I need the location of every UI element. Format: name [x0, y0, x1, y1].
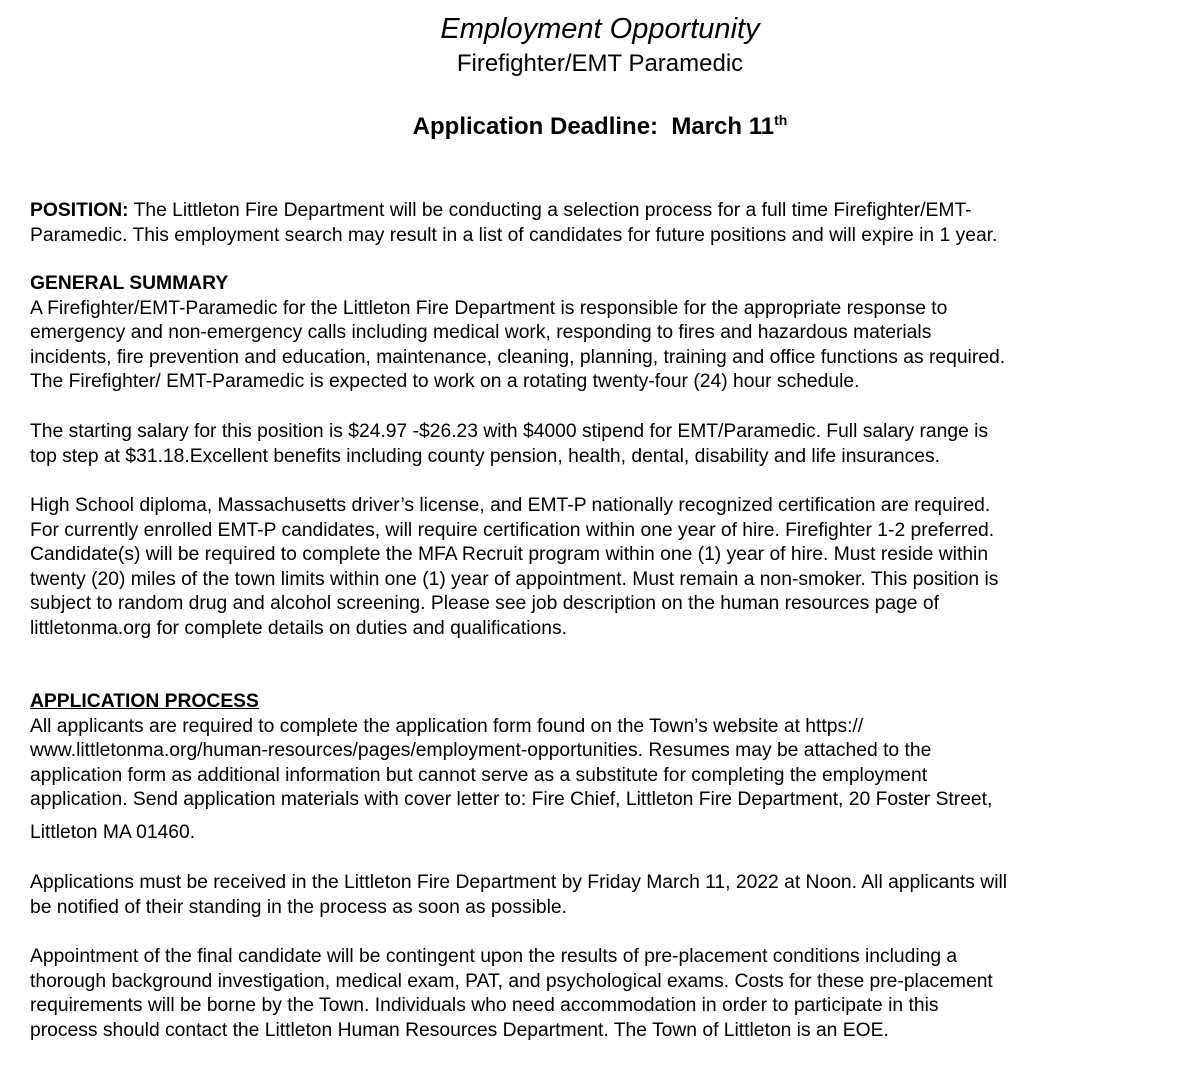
document-subtitle: Firefighter/EMT Paramedic [456, 50, 744, 77]
position-section [30, 199, 1180, 248]
general-summary-line: emergency and non-emergency calls including medical work, responding to fires and hazardous materials [30, 322, 932, 344]
general-summary-line: The Firefighter/ EMT-Paramedic is expected to work on a rotating twenty-four (24) hour schedule. [30, 371, 860, 393]
general-summary-heading: GENERAL SUMMARY [30, 273, 229, 294]
receipt-line: be notified of their standing in the process as soon as possible. [30, 896, 567, 918]
requirements-line: twenty (20) miles of the town limits within one (1) year of appointment. Must remain a non-smoker. This position is [30, 568, 999, 590]
requirements-line: High School diploma, Massachusetts driver’s license, and EMT-P nationally recognized certification are required. [30, 495, 991, 516]
salary-section [30, 420, 1180, 469]
general-summary-line: incidents, fire prevention and education, maintenance, cleaning, planning, training and office functions as required. [30, 346, 1006, 368]
salary-line: top step at $31.18.Excellent benefits including county pension, health, dental, disability and life insurances. [30, 445, 941, 467]
position-text: The Littleton Fire Department will be conducting a selection process for a full time Firefighter/EMT- [128, 200, 972, 221]
general-summary-line: A Firefighter/EMT-Paramedic for the Littleton Fire Department is responsible for the appropriate response to [30, 297, 948, 319]
application-process-line: application. Send application materials with cover letter to: Fire Chief, Littleton Fire Department, 20 Foster Street, [30, 789, 993, 811]
appointment-line: Appointment of the final candidate will be contingent upon the results of pre-placement conditions including a [30, 946, 958, 967]
appointment-line: requirements will be borne by the Town. Individuals who need accommodation in order to participate in this [30, 995, 939, 1017]
appointment-section [30, 945, 1180, 1043]
application-process-section [30, 690, 1180, 813]
application-process-heading: APPLICATION PROCESS [30, 691, 259, 712]
appointment-line: thorough background investigation, medical exam, PAT, and psychological exams. Costs for these pre-placement [30, 970, 993, 992]
application-process-line: www.littletonma.org/human-resources/pages/employment-opportunities. Resumes may be attached to the [30, 740, 932, 762]
general-summary-section [30, 272, 1180, 395]
application-address-line: Littleton MA 01460. [30, 822, 196, 843]
deadline-value: March 11 [671, 113, 775, 140]
requirements-line: subject to random drug and alcohol screening. Please see job description on the human resources page of [30, 593, 939, 615]
position-line: Paramedic. This employment search may result in a list of candidates for future positions and will expire in 1 year. [30, 224, 998, 246]
requirements-section [30, 494, 1180, 642]
requirements-line: littletonma.org for complete details on duties and qualifications. [30, 617, 567, 639]
requirements-line: Candidate(s) will be required to complete the MFA Recruit program within one (1) year of hire. Must reside within [30, 544, 989, 566]
document-title: Employment Opportunity [440, 13, 760, 45]
requirements-line: For currently enrolled EMT-P candidates, will require certification within one year of hire. Firefighter 1-2 preferred. [30, 519, 995, 541]
deadline-label: Application Deadline: [412, 113, 659, 140]
appointment-line: process should contact the Littleton Human Resources Department. The Town of Littleton is an EOE. [30, 1019, 889, 1041]
application-process-line: All applicants are required to complete the application form found on the Town’s website at https:// [30, 715, 864, 737]
salary-line: The starting salary for this position is $24.97 -$26.23 with $4000 stipend for EMT/Paramedic. Full salary range is [30, 421, 989, 442]
application-deadline [0, 112, 1200, 142]
position-label: POSITION: [30, 200, 129, 221]
position-line [30, 199, 1180, 224]
application-process-line: application form as additional information but cannot serve as a substitute for completing the employment [30, 764, 928, 786]
receipt-line: Applications must be received in the Littleton Fire Department by Friday March 11, 2022 at Noon. All applicants will [30, 872, 1008, 893]
receipt-section [30, 871, 1180, 920]
deadline-suffix: th [774, 112, 788, 128]
